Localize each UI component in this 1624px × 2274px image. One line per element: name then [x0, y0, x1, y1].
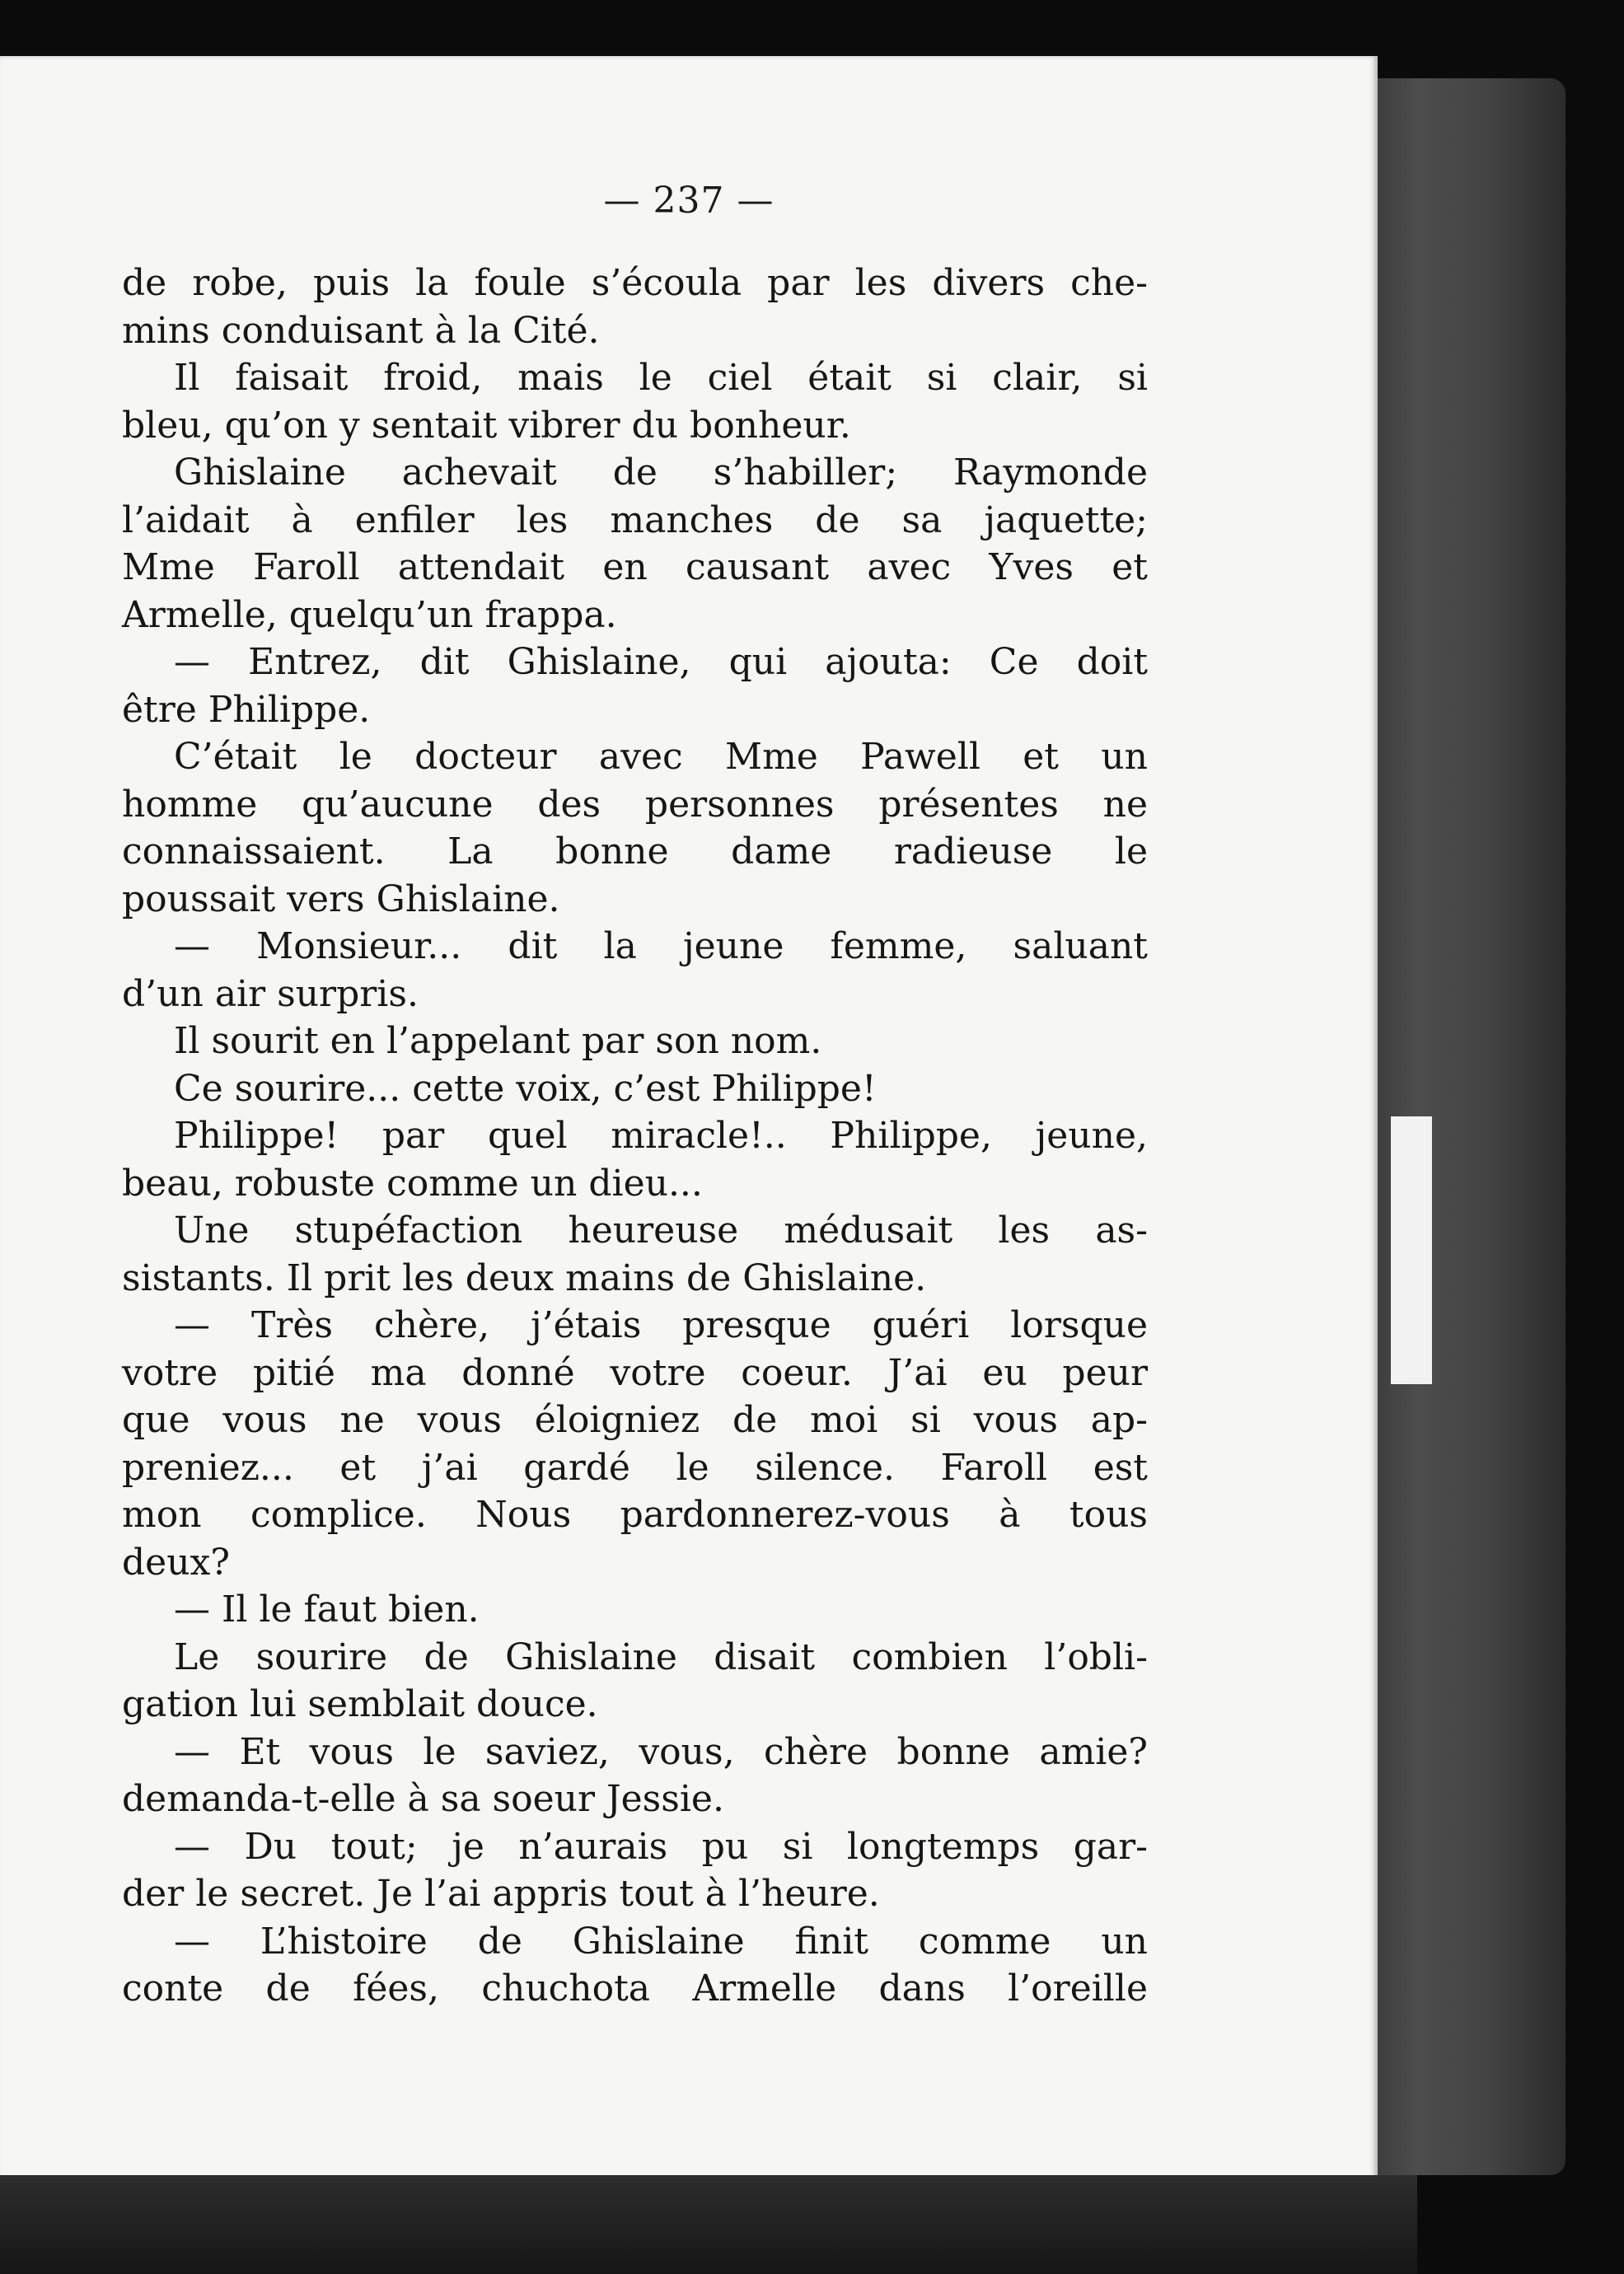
text-line: l’aidait à enfiler les manches de sa jaquette;: [122, 498, 1148, 541]
text-line: Ce sourire... cette voix, c’est Philippe!: [174, 1067, 877, 1110]
text-line: der le secret. Je l’ai appris tout à l’heure.: [122, 1873, 880, 1915]
text-line: homme qu’aucune des personnes présentes ne: [122, 783, 1148, 826]
text-line: preniez... et j’ai gardé le silence. Faroll est: [122, 1446, 1148, 1489]
text-line: beau, robuste comme un dieu...: [122, 1162, 703, 1205]
text-line: d’un air surpris.: [122, 972, 419, 1015]
text-line: poussait vers Ghislaine.: [122, 877, 560, 920]
cover-light-patch: [1391, 1116, 1432, 1384]
text-line: de robe, puis la foule s’écoula par les divers che-: [122, 262, 1148, 304]
text-line: Armelle, quelqu’un frappa.: [122, 593, 617, 636]
text-line: votre pitié ma donné votre coeur. J’ai eu peur: [122, 1351, 1148, 1394]
page-text-block: [122, 260, 1148, 2013]
text-line: — Très chère, j’étais presque guéri lorsque: [174, 1304, 1148, 1346]
text-line: deux?: [122, 1541, 230, 1584]
book-page: [0, 56, 1378, 2190]
text-line: — Du tout; je n’aurais pu si longtemps gar-: [174, 1825, 1148, 1868]
page-bottom-shadow: [0, 2175, 1417, 2274]
text-line: connaissaient. La bonne dame radieuse le: [122, 831, 1148, 873]
text-line: sistants. Il prit les deux mains de Ghislaine.: [122, 1256, 927, 1299]
text-line: conte de fées, chuchota Armelle dans l’oreille: [122, 1968, 1148, 2010]
text-line: que vous ne vous éloigniez de moi si vous ap-: [122, 1399, 1148, 1441]
text-line: Il sourit en l’appelant par son nom.: [174, 1020, 822, 1062]
text-line: Une stupéfaction heureuse médusait les as-: [174, 1210, 1148, 1252]
text-line: mon complice. Nous pardonnerez-vous à tous: [122, 1494, 1148, 1536]
text-line: C’était le docteur avec Mme Pawell et un: [174, 736, 1148, 778]
text-line: gation lui semblait douce.: [122, 1683, 598, 1725]
text-line: Il faisait froid, mais le ciel était si clair, si: [174, 357, 1148, 399]
text-line: — Il le faut bien.: [174, 1589, 480, 1631]
text-line: — Entrez, dit Ghislaine, qui ajouta: Ce doit: [174, 641, 1148, 683]
page-number: — 237 —: [603, 180, 775, 222]
text-line: — Et vous le saviez, vous, chère bonne amie?: [174, 1730, 1148, 1773]
text-line: bleu, qu’on y sentait vibrer du bonheur.: [122, 404, 851, 447]
text-line: mins conduisant à la Cité.: [122, 309, 600, 352]
text-line: être Philippe.: [122, 688, 371, 731]
text-line: Le sourire de Ghislaine disait combien l’obli-: [174, 1635, 1148, 1678]
text-line: Philippe! par quel miracle!.. Philippe, jeune,: [174, 1115, 1148, 1157]
text-line: — L’histoire de Ghislaine finit comme un: [174, 1920, 1148, 1963]
text-line: demanda-t-elle à sa soeur Jessie.: [122, 1778, 724, 1820]
text-line: Ghislaine achevait de s’habiller; Raymonde: [174, 452, 1148, 494]
text-line: Mme Faroll attendait en causant avec Yves et: [122, 546, 1148, 588]
text-line: — Monsieur... dit la jeune femme, saluant: [174, 925, 1148, 967]
